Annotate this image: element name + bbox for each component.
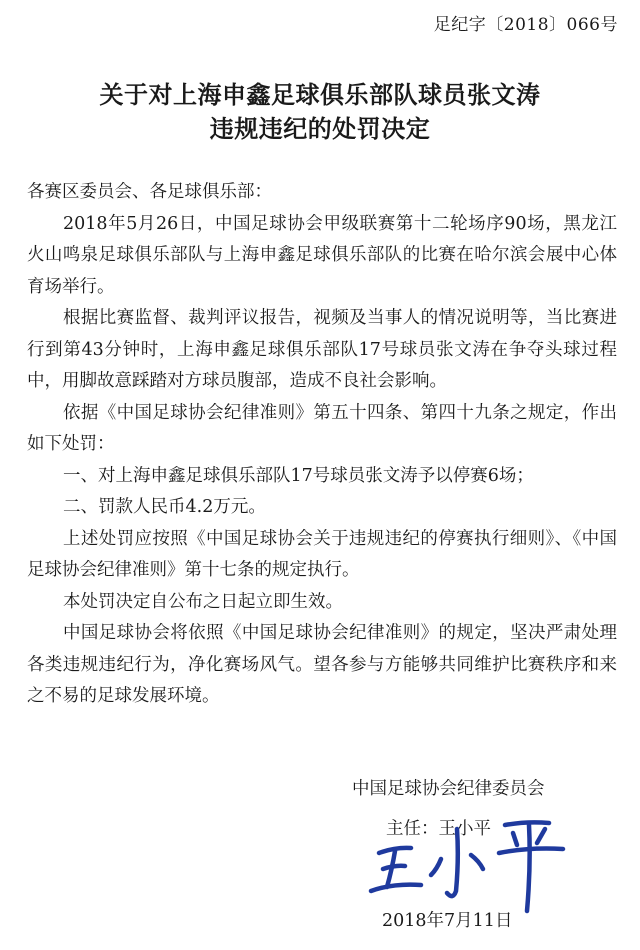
issuer-name: 中国足球协会纪律委员会 (352, 779, 545, 799)
document-date: 2018年7月11日 (382, 911, 513, 931)
paragraph-match-info: 2018年5月26日，中国足球协会甲级联赛第十二轮场序90场，黑龙江火山鸣泉足球俱乐部队与上海申鑫足球俱乐部队的比赛在哈尔滨会展中心体育场举行。 (27, 213, 617, 297)
paragraph-closing: 中国足球协会将依照《中国足球协会纪律准则》的规定，坚决严肃处理各类违规违纪行为，净化赛场风气。望各参与方能够共同维护比赛秩序和来之不易的足球发展环境。 (27, 623, 617, 706)
salutation: 各赛区委员会、各足球俱乐部： (27, 182, 272, 202)
paragraph-effective: 本处罚决定自公布之日起立即生效。 (63, 591, 343, 612)
document-body (27, 177, 617, 713)
director-line: 主任：王小平 (386, 819, 491, 839)
paragraph-execution: 上述处罚应按照《中国足球协会关于违规违纪的停赛执行细则》、《中国足球协会纪律准则》第十七条的规定执行。 (27, 528, 617, 580)
handwritten-signature (365, 807, 580, 917)
signature-block (0, 775, 640, 950)
paragraph-legal-basis: 依据《中国足球协会纪律准则》第五十四条、第四十九条之规定，作出如下处罚： (27, 402, 617, 454)
document-number: 足纪字〔2018〕066号 (433, 15, 618, 35)
title-line-2: 违规违纪的处罚决定 (209, 115, 431, 143)
penalty-item-suspension: 一、对上海申鑫足球俱乐部队17号球员张文涛予以停赛6场； (63, 465, 534, 486)
penalty-item-fine: 二、罚款人民币4.2万元。 (63, 497, 266, 517)
paragraph-incident: 根据比赛监督、裁判评议报告，视频及当事人的情况说明等，当比赛进行到第43分钟时，上海申鑫足球俱乐部队17号球员张文涛在争夺头球过程中，用脚故意踩踏对方球员腹部，造成不良社会影响。 (27, 308, 617, 391)
title-line-1: 关于对上海申鑫足球俱乐部队球员张文涛 (99, 81, 541, 109)
document-title (0, 78, 640, 146)
